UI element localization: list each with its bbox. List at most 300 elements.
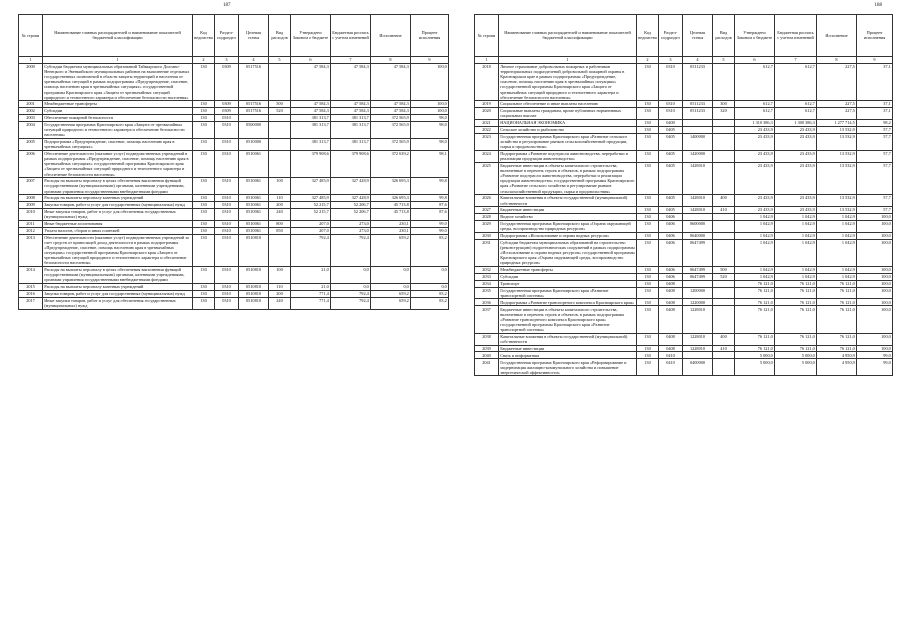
percent-cell: 100,0: [857, 266, 893, 273]
exp-type-cell: [713, 299, 735, 306]
name-cell: Субсидии: [43, 107, 193, 114]
executed-cell: 47 584,3: [371, 63, 411, 100]
section-cell: 0406: [659, 273, 683, 280]
section-cell: 0405: [659, 162, 683, 194]
name-cell: Субсидии бюджетам муниципальных образований на строительство (реконструкцию) гидротехнических сооружений в рамках подпрограммы «Использование и охрана водных ресурсов» государственной программы Красноярского края «Охрана окружающей среды, воспроизводство природных ресурсов»: [500, 240, 635, 266]
exp-type-cell: [713, 239, 735, 266]
percent-cell: 98,0: [411, 138, 449, 150]
row-number-cell: 2002: [19, 107, 43, 114]
exp-type-cell: 400: [713, 195, 735, 207]
column-number: 5: [713, 56, 735, 63]
left-page: [18, 0, 454, 640]
executed-cell: 45 713,8: [371, 208, 411, 220]
target-cell: 1228010: [683, 333, 713, 345]
approved-cell: 76 121,0: [735, 299, 775, 306]
row-number-cell: 2008: [19, 195, 43, 202]
percent-cell: 100,0: [857, 333, 893, 345]
target-cell: 0517516: [239, 101, 269, 108]
row-number-cell: 2000: [19, 63, 43, 100]
target-cell: [683, 352, 713, 359]
schedule-cell: 23 433,9: [775, 162, 817, 194]
exp-type-cell: [713, 150, 735, 162]
schedule-cell: 1 042,9: [775, 232, 817, 239]
header-row: [475, 15, 893, 57]
executed-cell: 1 042,9: [817, 266, 857, 273]
executed-cell: 1 042,9: [817, 220, 857, 232]
target-cell: 0640000: [683, 232, 713, 239]
section-cell: 0310: [659, 101, 683, 108]
approved-cell: 5 000,0: [735, 352, 775, 359]
approved-cell: 76 121,0: [735, 345, 775, 352]
target-cell: 0400000: [683, 359, 713, 376]
target-cell: [683, 119, 713, 126]
section-cell: 0310: [215, 114, 239, 121]
approved-cell: 207,0: [291, 227, 331, 234]
row-number-cell: 2010: [19, 208, 43, 220]
name-cell: Государственная программа Красноярского края «Развитие сельского хозяйства и регулирование рынков сельскохозяйственной продукции, сырья и продовольствия»: [499, 133, 637, 150]
row-number-cell: 2027: [475, 207, 499, 214]
approved-cell: 23 433,9: [735, 150, 775, 162]
column-number: 8: [371, 56, 411, 63]
target-cell: 0510061: [239, 208, 269, 220]
target-cell: 0511233: [683, 63, 713, 100]
section-cell: 0310: [215, 138, 239, 150]
row-number-cell: 2013: [19, 234, 43, 266]
percent-cell: 100,0: [857, 345, 893, 352]
table-row: [475, 280, 893, 287]
section-cell: 0410: [659, 352, 683, 359]
row-number-cell: 2021: [475, 119, 499, 126]
column-number: 2: [193, 56, 215, 63]
budget-table-right: [474, 14, 893, 376]
name-cell: Бюджетные инвестиции в объекты капитального строительства, включенные в перечень строек и объектов, в рамках подпрограммы «Развитие транспортного комплекса Красноярского края» государственной программы Красноярского края «Развитие транспортной системы»: [499, 306, 637, 333]
exp-type-cell: 400: [713, 333, 735, 345]
section-cell: 0406: [659, 220, 683, 232]
table-row: [475, 162, 893, 194]
dept-code-cell: 130: [637, 345, 659, 352]
executed-cell: 1 042,9: [817, 232, 857, 239]
executed-cell: 230,1: [371, 220, 411, 227]
percent-cell: 100,0: [857, 299, 893, 306]
row-number-cell: 2026: [475, 195, 499, 207]
name-cell: Государственная программа Красноярского края «Реформирование и модернизация жилищно-коммунального хозяйства и повышение энергетической эффективности»: [499, 359, 637, 376]
column-number-row: [475, 56, 893, 63]
section-cell: 0405: [659, 150, 683, 162]
percent-cell: 57,7: [857, 195, 893, 207]
target-cell: 0510061: [239, 201, 269, 208]
percent-cell: 99,8: [411, 195, 449, 202]
section-cell: 0405: [659, 133, 683, 150]
table-row: [475, 126, 893, 133]
section-cell: 0310: [215, 290, 239, 297]
section-cell: 0410: [659, 359, 683, 376]
table-row: [475, 352, 893, 359]
target-cell: 0510810: [239, 290, 269, 297]
target-cell: 1428010: [683, 162, 713, 194]
dept-code-cell: 130: [637, 63, 659, 100]
dept-code-cell: 130: [193, 114, 215, 121]
executed-cell: 13 532,9: [817, 162, 857, 194]
approved-cell: 5 000,0: [735, 359, 775, 376]
header-percent: Процент исполнения: [857, 15, 893, 57]
percent-cell: 99,0: [857, 359, 893, 376]
column-number-row: [19, 56, 449, 63]
target-cell: [683, 280, 713, 287]
exp-type-cell: 240: [269, 297, 291, 309]
section-cell: 0408: [659, 306, 683, 333]
column-number: 6: [291, 56, 331, 63]
approved-cell: 76 121,0: [735, 333, 775, 345]
schedule-cell: 23 433,9: [775, 195, 817, 207]
column-number: 1: [475, 56, 499, 63]
exp-type-cell: [713, 280, 735, 287]
schedule-cell: 47 584,3: [331, 101, 371, 108]
header-row-no: № строки: [475, 15, 499, 57]
table-row: [19, 178, 449, 195]
target-cell: 0517516: [239, 107, 269, 114]
approved-cell: 1 042,9: [735, 232, 775, 239]
row-number-cell: 2023: [475, 133, 499, 150]
approved-cell: 1 310 386,3: [735, 119, 775, 126]
column-number: 1: [19, 56, 43, 63]
percent-cell: 37,1: [857, 63, 893, 100]
name-cell: Закупка товаров, работ и услуг для государственных (муниципальных) нужд: [43, 290, 193, 297]
schedule-cell: 381 313,7: [331, 138, 371, 150]
row-number-cell: 2029: [475, 220, 499, 232]
target-cell: [239, 114, 269, 121]
row-number-cell: 2009: [19, 201, 43, 208]
exp-type-cell: [713, 287, 735, 299]
schedule-cell: 76 121,0: [775, 333, 817, 345]
target-cell: 0510000: [239, 138, 269, 150]
executed-cell: 0,0: [371, 266, 411, 283]
column-number: 6: [735, 56, 775, 63]
percent-cell: 100,0: [857, 287, 893, 299]
schedule-cell: 379 908,6: [331, 150, 371, 177]
section-cell: 0310: [215, 297, 239, 309]
percent-cell: 100,0: [857, 273, 893, 280]
approved-cell: 1 042,9: [735, 213, 775, 220]
exp-type-cell: 110: [269, 195, 291, 202]
executed-cell: 1 042,9: [817, 239, 857, 266]
exp-type-cell: 500: [713, 266, 735, 273]
target-cell: 1228010: [683, 306, 713, 333]
header-exp-type: Вид расходов: [713, 15, 735, 57]
table-row: [19, 283, 449, 290]
schedule-cell: 0,0: [331, 283, 371, 290]
row-number-cell: 2040: [475, 352, 499, 359]
name-cell: Государственная программа Красноярского края «Защита от чрезвычайных ситуаций природного и техногенного характера и обеспечение безопасности населения»: [43, 121, 193, 138]
executed-cell: 326 695,3: [371, 178, 411, 195]
section-cell: 0310: [215, 283, 239, 290]
column-number: 5: [269, 56, 291, 63]
header-schedule: Бюджетная роспись с учетом изменений: [331, 15, 371, 57]
table-row: [19, 63, 449, 100]
percent-cell: 99,8: [411, 178, 449, 195]
row-number-cell: 2004: [19, 121, 43, 138]
name-cell: Социальное обеспечение и иные выплаты населению: [499, 101, 637, 108]
schedule-cell: 1 300 386,3: [775, 119, 817, 126]
table-row: [475, 345, 893, 352]
schedule-cell: 76 121,0: [775, 306, 817, 333]
percent-cell: 87,6: [411, 201, 449, 208]
dept-code-cell: 130: [193, 63, 215, 100]
exp-type-cell: [269, 150, 291, 177]
dept-code-cell: 130: [193, 283, 215, 290]
column-number: 4: [239, 56, 269, 63]
table-row: [475, 232, 893, 239]
row-number-cell: 2030: [475, 232, 499, 239]
exp-type-cell: 850: [269, 227, 291, 234]
row-number-cell: 2038: [475, 333, 499, 345]
section-cell: 0310: [215, 266, 239, 283]
percent-cell: 99,0: [857, 352, 893, 359]
section-cell: 0309: [215, 63, 239, 100]
dept-code-cell: 130: [193, 107, 215, 114]
dept-code-cell: 130: [637, 119, 659, 126]
executed-cell: 1 277 714,5: [817, 119, 857, 126]
name-cell: Иные бюджетные ассигнования: [43, 220, 193, 227]
dept-code-cell: 130: [637, 239, 659, 266]
table-row: [475, 220, 893, 232]
target-cell: 1220000: [683, 299, 713, 306]
name-cell: Капитальные вложения в объекты государственной (муниципальной) собственности: [499, 195, 637, 207]
row-number-cell: 2011: [19, 220, 43, 227]
section-cell: 0405: [659, 207, 683, 214]
schedule-cell: 327 428,9: [331, 178, 371, 195]
approved-cell: 1 042,9: [735, 220, 775, 232]
exp-type-cell: [713, 162, 735, 194]
approved-cell: 379 908,6: [291, 150, 331, 177]
target-cell: 0647499: [683, 273, 713, 280]
exp-type-cell: 100: [269, 266, 291, 283]
table-row: [475, 273, 893, 280]
percent-cell: 100,0: [857, 213, 893, 220]
schedule-cell: 1 042,9: [775, 213, 817, 220]
dept-code-cell: 130: [637, 280, 659, 287]
executed-cell: 47 584,3: [371, 107, 411, 114]
section-cell: 0408: [659, 287, 683, 299]
executed-cell: 76 121,0: [817, 345, 857, 352]
name-cell: Обеспечение деятельности (оказание услуг) подведомственных учреждений за счет средств от приносящей доход деятельности в рамках подпрограммы «Предупреждение, спасение, помощь населению края в чрезвычайных ситуациях» государственной программы Красноярского края «Защита от чрезвычайных ситуаций природного и техногенного характера и обеспечение безопасности населения»: [43, 234, 193, 266]
name-cell: Расходы на выплаты персоналу в целях обеспечения выполнения функций государственными (муниципальными) органами, казенными учреждениями, органами управления государственными внебюджетными фондами: [43, 266, 193, 283]
name-cell: Расходы на выплаты персоналу казенных учреждений: [43, 195, 193, 202]
approved-cell: 612,7: [735, 101, 775, 108]
dept-code-cell: 130: [637, 101, 659, 108]
executed-cell: 1 042,9: [817, 273, 857, 280]
target-cell: [683, 126, 713, 133]
dept-code-cell: 130: [637, 273, 659, 280]
dept-code-cell: 130: [637, 299, 659, 306]
row-number-cell: 2039: [475, 345, 499, 352]
table-row: [19, 150, 449, 177]
exp-type-cell: 200: [269, 290, 291, 297]
table-row: [19, 227, 449, 234]
table-row: [475, 306, 893, 333]
approved-cell: 23 433,9: [735, 133, 775, 150]
dept-code-cell: 130: [193, 208, 215, 220]
name-cell: Межбюджетные трансферты: [43, 101, 193, 108]
approved-cell: 327 485,9: [291, 178, 331, 195]
target-cell: 1400000: [683, 133, 713, 150]
executed-cell: 227,5: [817, 107, 857, 119]
executed-cell: 372 565,9: [371, 121, 411, 138]
row-number-cell: 2041: [475, 359, 499, 376]
schedule-cell: 23 433,9: [775, 150, 817, 162]
dept-code-cell: 130: [193, 150, 215, 177]
header-executed: Исполнение: [371, 15, 411, 57]
table-row: [475, 101, 893, 108]
dept-code-cell: 130: [637, 107, 659, 119]
percent-cell: 57,7: [857, 207, 893, 214]
dept-code-cell: 130: [193, 178, 215, 195]
name-cell: Расходы на выплаты персоналу казенных учреждений: [43, 283, 193, 290]
row-number-cell: 2037: [475, 306, 499, 333]
exp-type-cell: 500: [269, 101, 291, 108]
executed-cell: 4 950,9: [817, 352, 857, 359]
target-cell: 0511233: [683, 101, 713, 108]
dept-code-cell: 130: [637, 352, 659, 359]
exp-type-cell: 410: [713, 345, 735, 352]
approved-cell: 47 584,3: [291, 101, 331, 108]
section-cell: 0309: [215, 107, 239, 114]
target-cell: 0600000: [683, 220, 713, 232]
schedule-cell: 1 042,9: [775, 220, 817, 232]
approved-cell: 792,4: [291, 234, 331, 266]
section-cell: 0408: [659, 345, 683, 352]
column-number: 3: [215, 56, 239, 63]
table-row: [19, 138, 449, 150]
percent-cell: 100,0: [857, 220, 893, 232]
column-number: 3: [659, 56, 683, 63]
table-row: [475, 213, 893, 220]
schedule-cell: 612,7: [775, 107, 817, 119]
exp-type-cell: 100: [269, 178, 291, 195]
section-cell: 0310: [659, 63, 683, 100]
name-cell: Уплата налогов, сборов и иных платежей: [43, 227, 193, 234]
dept-code-cell: 130: [637, 333, 659, 345]
row-number-cell: 2035: [475, 287, 499, 299]
column-number: 8: [817, 56, 857, 63]
approved-cell: 1 042,9: [735, 273, 775, 280]
exp-type-cell: 110: [269, 283, 291, 290]
dept-code-cell: 130: [193, 227, 215, 234]
name-cell: Бюджетные инвестиции: [499, 207, 637, 214]
exp-type-cell: 320: [713, 107, 735, 119]
section-cell: 0406: [659, 266, 683, 273]
schedule-cell: 1 042,9: [775, 239, 817, 266]
section-cell: 0310: [215, 234, 239, 266]
schedule-cell: 23 433,9: [775, 133, 817, 150]
table-row: [19, 121, 449, 138]
name-cell: Обеспечение деятельности (оказание услуг) подведомственных учреждений в рамках подпрограммы «Предупреждение, спасение, помощь населению края в чрезвычайных ситуациях» государственной программы Красноярского края «Защита от чрезвычайных ситуаций природного и техногенного характера и обеспечение безопасности населения»: [43, 150, 193, 177]
exp-type-cell: [713, 119, 735, 126]
executed-cell: 1 042,9: [817, 213, 857, 220]
name-cell: Водное хозяйство: [499, 213, 637, 220]
table-row: [19, 290, 449, 297]
exp-type-cell: [269, 234, 291, 266]
exp-type-cell: 520: [269, 107, 291, 114]
table-row: [475, 333, 893, 345]
executed-cell: 230,1: [371, 227, 411, 234]
approved-cell: 381 313,7: [291, 138, 331, 150]
header-exp-type: Вид расходов: [269, 15, 291, 57]
percent-cell: 83,2: [411, 290, 449, 297]
name-cell: Обеспечение пожарной безопасности: [43, 114, 193, 121]
target-cell: 0510810: [239, 283, 269, 290]
header-approved: Утверждено Законом о бюджете: [735, 15, 775, 57]
schedule-cell: 52 206,7: [331, 208, 371, 220]
target-cell: 1228010: [683, 345, 713, 352]
table-row: [475, 107, 893, 119]
approved-cell: 771,4: [291, 297, 331, 309]
percent-cell: 87,6: [411, 208, 449, 220]
table-row: [475, 63, 893, 100]
header-schedule: Бюджетная роспись с учетом изменений: [775, 15, 817, 57]
row-number-cell: 2019: [475, 101, 499, 108]
executed-cell: 76 121,0: [817, 306, 857, 333]
dept-code-cell: 130: [637, 287, 659, 299]
executed-cell: 659,2: [371, 290, 411, 297]
header-section: Раздел-подраздел: [215, 15, 239, 57]
target-cell: 0510810: [239, 234, 269, 266]
executed-cell: 76 121,0: [817, 280, 857, 287]
row-number-cell: 2025: [475, 162, 499, 194]
row-number-cell: 2006: [19, 150, 43, 177]
page-number-right: 188: [874, 3, 882, 8]
target-cell: 0647499: [683, 266, 713, 273]
dept-code-cell: 130: [193, 195, 215, 202]
exp-type-cell: 300: [713, 101, 735, 108]
approved-cell: 381 313,7: [291, 114, 331, 121]
approved-cell: 23 433,9: [735, 207, 775, 214]
exp-type-cell: [713, 220, 735, 232]
header-section: Раздел-подраздел: [659, 15, 683, 57]
percent-cell: 100,0: [411, 107, 449, 114]
column-number: 1: [43, 56, 193, 63]
dept-code-cell: 130: [637, 162, 659, 194]
approved-cell: 207,0: [291, 220, 331, 227]
approved-cell: 23 433,9: [735, 162, 775, 194]
column-number: 9: [857, 56, 893, 63]
approved-cell: 771,4: [291, 290, 331, 297]
exp-type-cell: [713, 232, 735, 239]
table-row: [19, 101, 449, 108]
exp-type-cell: [269, 63, 291, 100]
table-row: [19, 297, 449, 309]
percent-cell: 99,0: [411, 220, 449, 227]
table-row: [19, 208, 449, 220]
row-number-cell: 2015: [19, 283, 43, 290]
table-row: [475, 133, 893, 150]
header-executed: Исполнение: [817, 15, 857, 57]
target-cell: 1200000: [683, 287, 713, 299]
name-cell: Государственная программа Красноярского края «Развитие транспортной системы»: [499, 287, 637, 299]
section-cell: 0408: [659, 299, 683, 306]
schedule-cell: 76 121,0: [775, 287, 817, 299]
row-number-cell: 2005: [19, 138, 43, 150]
name-cell: Государственная программа Красноярского края «Охрана окружающей среды, воспроизводство природных ресурсов»: [499, 220, 637, 232]
schedule-cell: 612,7: [775, 101, 817, 108]
table-row: [19, 195, 449, 202]
executed-cell: 45 713,8: [371, 201, 411, 208]
schedule-cell: 47 584,3: [331, 63, 371, 100]
dept-code-cell: 130: [193, 297, 215, 309]
percent-cell: 100,0: [857, 280, 893, 287]
schedule-cell: 5 000,0: [775, 359, 817, 376]
schedule-cell: 273,0: [331, 227, 371, 234]
percent-cell: 100,0: [411, 63, 449, 100]
